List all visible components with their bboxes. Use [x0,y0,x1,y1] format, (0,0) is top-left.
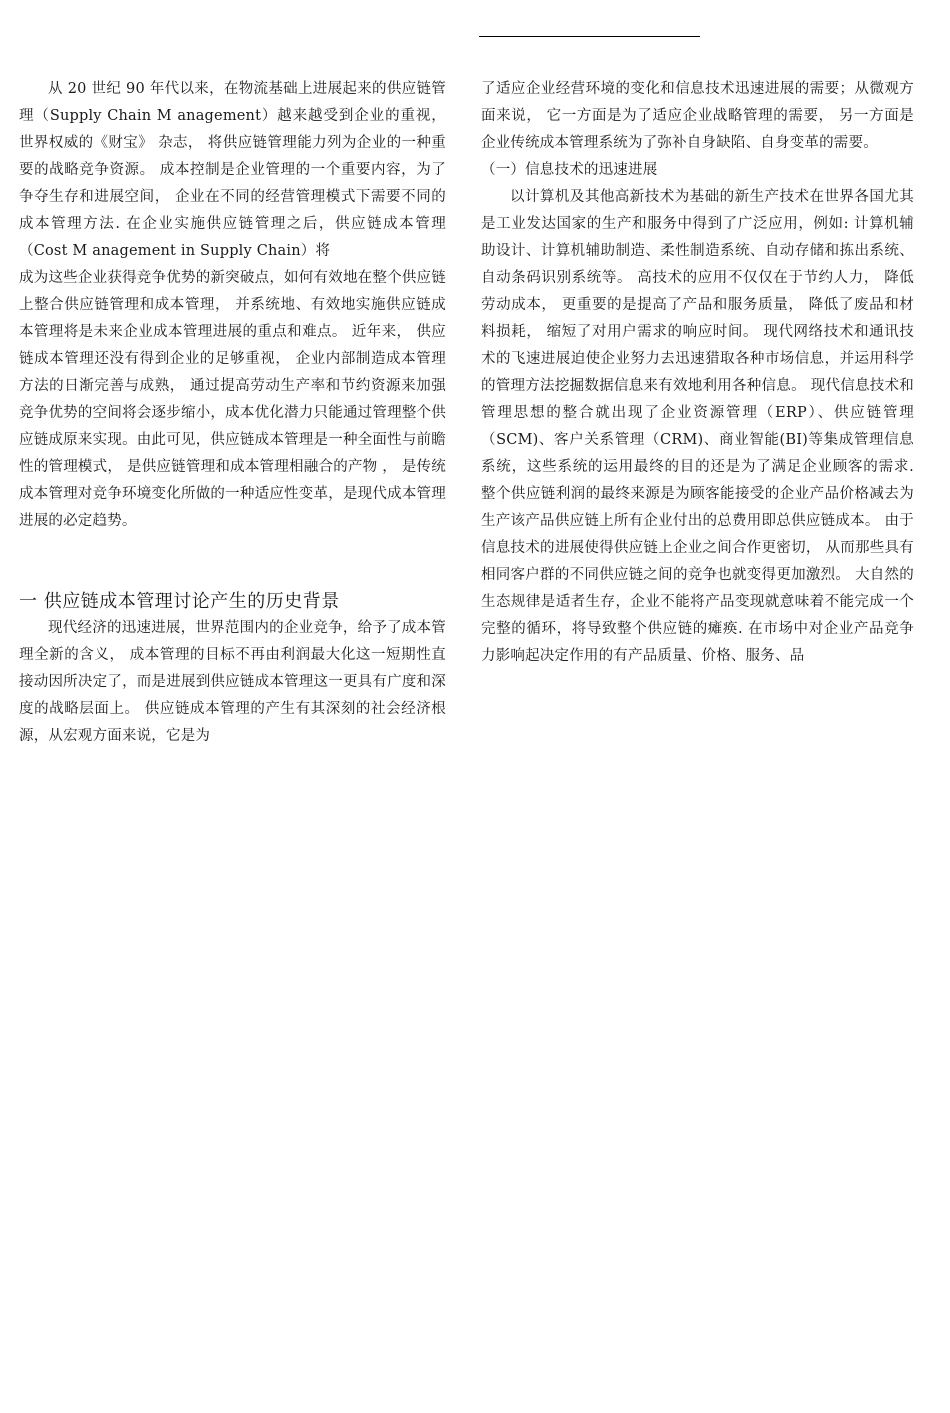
intro-paragraph-continued: 成为这些企业获得竞争优势的新突破点，如何有效地在整个供应链上整合供应链管理和成本管理， 并系统地、有效地实施供应链成本管理将是未来企业成本管理进展的重点和难点。 近年来， 供应链成本管理还没有得到企业的足够重视， 企业内部制造成本管理方法的日渐完善与成熟， 通过提高劳动生产率和节约资源来加强竞争优势的空间将会逐步缩小，成本优化潜力只能通过管理整个供应链成原来实现。由此可见，供应链成本管理是一种全面性与前瞻性的管理模式， 是供应链管理和成本管理相融合的产物 ， 是传统成本管理对竞争环境变化所做的一种适应性变革，是现代成本管理进展的必定趋势。 [19,270,446,529]
right-column [481,76,914,670]
subsection-heading: （一）信息技术的迅速进展 [481,162,658,178]
section-heading: 一 供应链成本管理讨论产生的历史背景 [19,591,340,612]
continued-paragraph: 了适应企业经营环境的变化和信息技术迅速进展的需要；从微观方面来说， 它一方面是为了适应企业战略管理的需要， 另一方面是企业传统成本管理系统为了弥补自身缺陷、自身变革的需要。 [481,81,914,151]
left-column [19,76,446,750]
intro-paragraph: 从 20 世纪 90 年代以来，在物流基础上进展起来的供应链管理（Supply Chain M anagement）越来越受到企业的重视，世界权威的《财宝》 杂志， 将供应链管理能力列为企业的一种重要的战略竞争资源。 成本控制是企业管理的一个重要内容，为了争夺生存和进展空间， 企业在不同的经营管理模式下需要不同的成本管理方法. 在企业实施供应链管理之后，供应链成本管理（Cost M anagement in Supply Chain）将 [19,81,446,259]
it-development-paragraph: 以计算机及其他高新技术为基础的新生产技术在世界各国尤其是工业发达国家的生产和服务中得到了广泛应用，例如: 计算机辅助设计、计算机辅助制造、柔性制造系统、自动存储和拣出系统、自动条码识别系统等。 高技术的应用不仅仅在于节约人力， 降低劳动成本， 更重要的是提高了产品和服务质量， 降低了废品和材料损耗， 缩短了对用户需求的响应时间。 现代网络技术和通讯技术的飞速进展迫使企业努力去迅速猎取各种市场信息，并运用科学的管理方法挖掘数据信息来有效地利用各种信息。 现代信息技术和管理思想的整合就出现了企业资源管理（ERP）、供应链管理（SCM)、客户关系管理（CRM)、商业智能(BI)等集成管理信息系统，这些系统的运用最终的目的还是为了满足企业顾客的需求. 整个供应链利润的最终来源是为顾客能接受的企业产品价格减去为生产该产品供应链上所有企业付出的总费用即总供应链成本。 由于信息技术的进展使得供应链上企业之间合作更密切， 从而那些具有相同客户群的不同供应链之间的竞争也就变得更加激烈。 大自然的生态规律是适者生存，企业不能将产品变现就意味着不能完成一个完整的循环，将导致整个供应链的瘫痪. 在市场中对企业产品竞争力影响起决定作用的有产品质量、价格、服务、品 [481,189,914,664]
header-rule [479,36,700,37]
section-gap [19,535,446,589]
background-paragraph: 现代经济的迅速进展，世界范围内的企业竞争，给予了成本管理全新的含义， 成本管理的目标不再由利润最大化这一短期性直接动因所决定了，而是进展到供应链成本管理这一更具有广度和深度的战略层面上。 供应链成本管理的产生有其深刻的社会经济根源，从宏观方面来说，它是为 [19,620,446,744]
